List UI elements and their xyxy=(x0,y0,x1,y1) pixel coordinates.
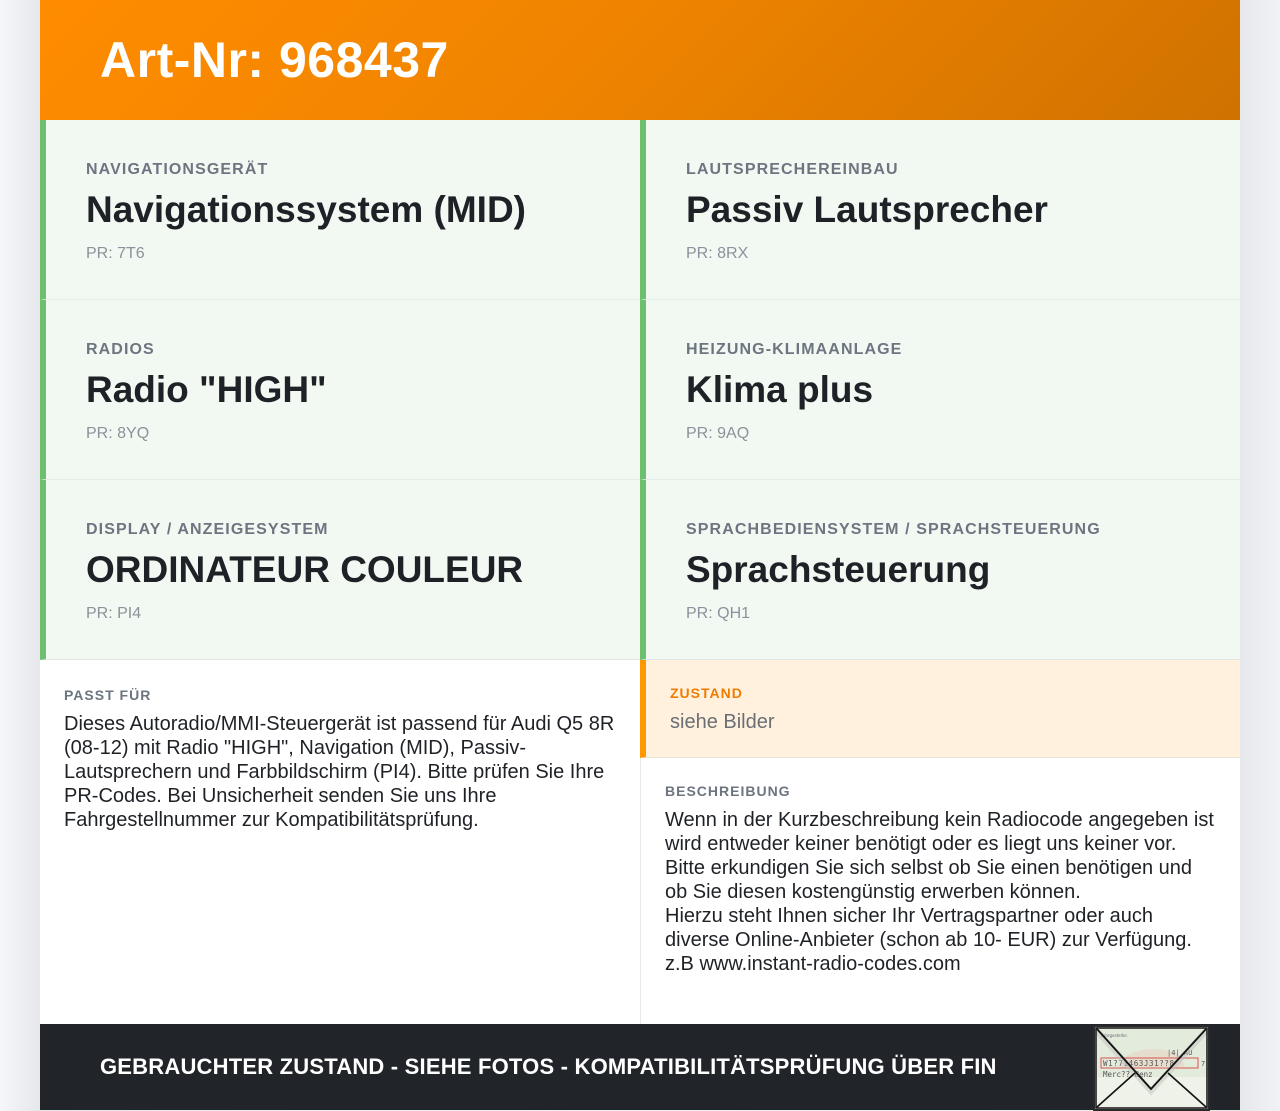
svg-text:|4| AU: |4| AU xyxy=(1167,1049,1193,1057)
envelope-vin-icon xyxy=(1093,1025,1210,1111)
description-panel xyxy=(641,758,1240,976)
description-paragraph: Bitte erkundigen Sie sich selbst ob Sie einen benötigen und ob Sie diesen kostengünstig erwerben können. xyxy=(665,857,1193,903)
spec-pr-code: PR: 8RX xyxy=(686,245,749,262)
spec-card-radio xyxy=(40,300,640,480)
spec-value: Klima plus xyxy=(686,369,874,410)
spec-card-voice-control xyxy=(640,480,1240,660)
description-text xyxy=(665,808,1216,976)
compatibility-label: PASST FÜR xyxy=(64,687,152,703)
svg-text:Merc??-Benz: Merc??-Benz xyxy=(1103,1070,1153,1079)
compatibility-panel xyxy=(40,660,640,1024)
spec-label: DISPLAY / ANZEIGESYSTEM xyxy=(86,521,329,538)
details-section xyxy=(40,660,1240,1024)
right-column xyxy=(640,660,1240,1024)
spec-pr-code: PR: 7T6 xyxy=(86,245,145,262)
header-banner xyxy=(40,0,1240,120)
spec-pr-code: PR: 9AQ xyxy=(686,425,750,442)
footer-text: GEBRAUCHTER ZUSTAND - SIEHE FOTOS - KOMPATIBILITÄTSPRÜFUNG ÜBER FIN xyxy=(100,1054,997,1079)
spec-label: LAUTSPRECHEREINBAU xyxy=(686,161,899,178)
spec-pr-code: PR: QH1 xyxy=(686,605,751,622)
listing-page xyxy=(40,0,1240,1110)
spec-card-navigation xyxy=(40,120,640,300)
spec-card-climate xyxy=(640,300,1240,480)
spec-label: NAVIGATIONSGERÄT xyxy=(86,161,269,178)
svg-text:Fahrgestellnr.: Fahrgestellnr. xyxy=(1101,1033,1128,1038)
spec-pr-code: PR: 8YQ xyxy=(86,425,150,442)
condition-label: ZUSTAND xyxy=(670,685,743,701)
condition-value: siehe Bilder xyxy=(670,711,775,733)
spec-value: Sprachsteuerung xyxy=(686,549,991,590)
spec-value: Navigationssystem (MID) xyxy=(86,189,526,230)
spec-value: ORDINATEUR COULEUR xyxy=(86,549,524,590)
description-paragraph: Hierzu steht Ihnen sicher Ihr Vertragspartner oder auch diverse Online-Anbieter (schon ab 10- EUR) zur Verfügung. z.B www.instant-radio-codes.com xyxy=(665,905,1192,975)
spec-value: Radio "HIGH" xyxy=(86,369,327,410)
spec-value: Passiv Lautsprecher xyxy=(686,189,1048,230)
spec-card-display xyxy=(40,480,640,660)
svg-text:7: 7 xyxy=(1201,1060,1206,1068)
description-label: BESCHREIBUNG xyxy=(665,783,791,799)
spec-card-speakers xyxy=(640,120,1240,300)
article-number-title: Art-Nr: 968437 xyxy=(100,32,449,88)
footer-banner xyxy=(40,1024,1240,1110)
compatibility-text: Dieses Autoradio/MMI-Steuergerät ist passend für Audi Q5 8R (08-12) mit Radio "HIGH", Navigation (MID), Passiv-Lautsprechern und Farbbildschirm (PI4). Bitte prüfen Sie Ihre PR-Codes. Bei Unsicherheit senden Sie uns Ihre Fahrgestellnummer zur Kompatibilitätsprüfung. xyxy=(64,713,615,831)
condition-panel xyxy=(640,660,1240,758)
spec-label: RADIOS xyxy=(86,341,155,358)
svg-text:W1?71463J31??8: W1?71463J31??8 xyxy=(1103,1059,1175,1068)
spec-grid xyxy=(40,120,1240,660)
description-paragraph: Wenn in der Kurzbeschreibung kein Radiocode angegeben ist wird entweder keiner benötigt oder es liegt uns keiner vor. xyxy=(665,809,1214,855)
spec-label: SPRACHBEDIENSYSTEM / SPRACHSTEUERUNG xyxy=(686,521,1101,538)
spec-pr-code: PR: PI4 xyxy=(86,605,142,622)
spec-label: HEIZUNG-KLIMAANLAGE xyxy=(686,341,903,358)
